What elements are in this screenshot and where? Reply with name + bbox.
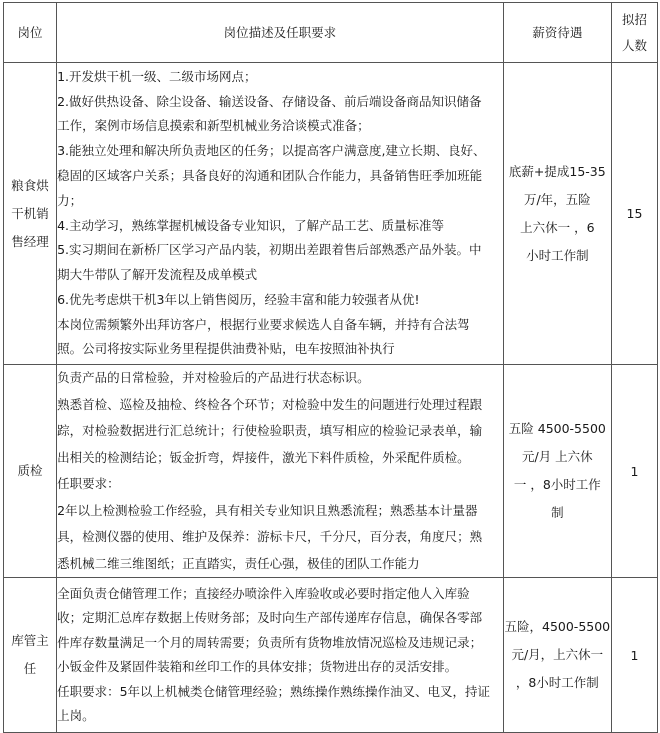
headcount-cell: 1 <box>611 365 657 578</box>
position-cell: 粮食烘 干机销 售经理 <box>4 63 57 365</box>
table-row <box>4 578 658 733</box>
table-row <box>4 63 658 365</box>
description-cell: 负责产品的日常检验，并对检验后的产品进行状态标识。 熟悉首检、巡检及抽检、终检各个环节；对检验中发生的问题进行处理过程跟 踪，对检验数据进行汇总统计；行使检验职责，填写相应的检验记录表单，输 出相关的检测结论；钣金折弯，焊接件，激光下料件质检，外采配件质检。 任职要求： 2年以上检测检验工作经验，具有相关专业知识且熟悉流程；熟悉基本计量器 具，检测仪器的使用、维护及保养：游标卡尺，千分尺，百分表，角度尺；熟 悉机械二维三维图纸；正直踏实，责任心强，极佳的团队工作能力 <box>57 365 504 578</box>
salary-cell: 五险 4500-5500 元/月 上六休 一 ，8小时工作 制 <box>503 365 611 578</box>
table-header-row <box>4 3 658 63</box>
header-salary: 薪资待遇 <box>503 3 611 63</box>
position-cell: 库管主 任 <box>4 578 57 733</box>
job-listing-table <box>3 2 658 733</box>
headcount-cell: 1 <box>611 578 657 733</box>
description-cell: 全面负责仓储管理工作；直接经办喷涂件入库验收或必要时指定他人入库验 收；定期汇总库存数据上传财务部；及时向生产部传递库存信息，确保各零部 件库存数量满足一个月的周转需要；负责所有货物堆放情况巡检及违规记录； 小钣金件及紧固件装箱和丝印工作的具体安排；货物进出存的灵活安排。 任职要求：5年以上机械类仓储管理经验；熟练操作熟练操作油叉、电叉，持证 上岗。 <box>57 578 504 733</box>
salary-cell: 五险，4500-5500 元/月，上六休一 ，8小时工作制 <box>503 578 611 733</box>
header-position: 岗位 <box>4 3 57 63</box>
salary-cell: 底薪+提成15-35 万/年，五险 上六休一 ，6 小时工作制 <box>503 63 611 365</box>
header-description: 岗位描述及任职要求 <box>57 3 504 63</box>
headcount-cell: 15 <box>611 63 657 365</box>
description-cell: 1.开发烘干机一级、二级市场网点； 2.做好供热设备、除尘设备、输送设备、存储设备、前后端设备商品知识储备 工作，案例市场信息摸索和新型机械业务洽谈模式准备； 3.能独立处理和解决所负责地区的任务；以提高客户满意度,建立长期、良好、 稳固的区域客户关系；具备良好的沟通和团队合作能力，具备销售旺季加班能 力； 4.主动学习，熟练掌握机械设备专业知识，了解产品工艺、质量标准等 5.实习期间在新桥厂区学习产品内装，初期出差跟着售后部熟悉产品外装。中 期大牛带队了解开发流程及成单模式 6.优先考虑烘干机3年以上销售阅历，经验丰富和能力较强者从优! 本岗位需频繁外出拜访客户，根据行业要求候选人自备车辆，并持有合法驾 照。公司将按实际业务里程提供油费补贴，电车按照油补执行 <box>57 63 504 365</box>
position-cell: 质检 <box>4 365 57 578</box>
table-row <box>4 365 658 578</box>
header-headcount: 拟招 人数 <box>611 3 657 63</box>
